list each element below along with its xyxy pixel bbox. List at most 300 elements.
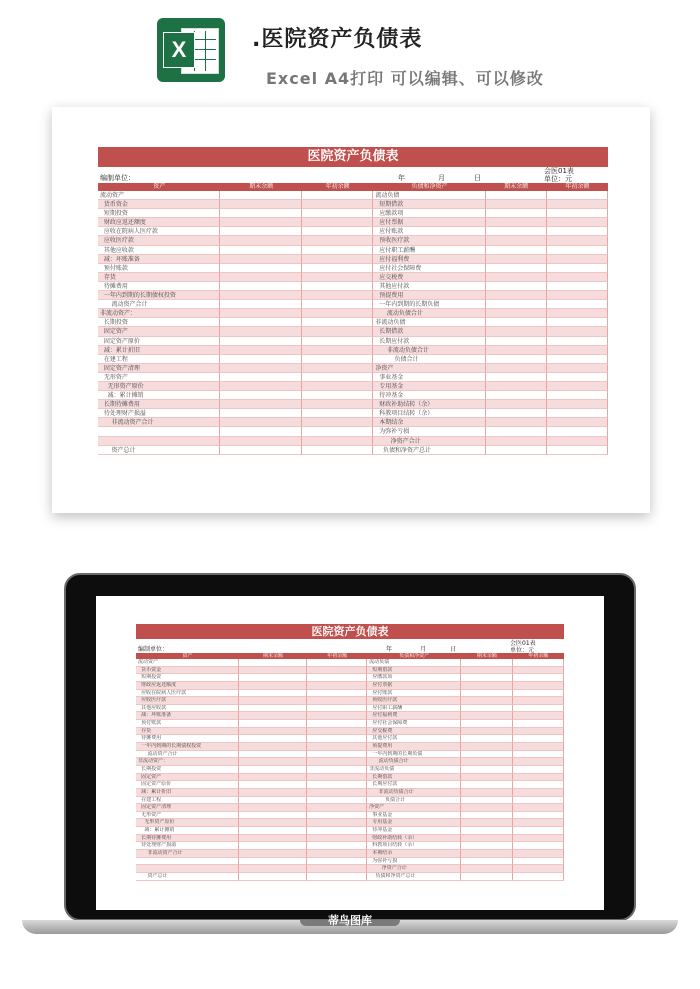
liability-item: 财政补助结转（余） [367,835,461,843]
liability-item: 长期应付款 [373,337,485,346]
asset-item: 资产总计 [98,446,220,455]
liability-item: 应付账款 [373,227,485,236]
asset-begin-balance [302,373,373,382]
liability-end-balance [461,705,512,713]
asset-item: 应收医疗款 [136,697,239,705]
asset-item: 固定资产原价 [136,781,239,789]
liability-item: 专用基金 [367,819,461,827]
table-row [136,674,564,682]
liability-begin-balance [513,781,564,789]
asset-end-balance [220,246,302,255]
liability-end-balance [461,865,512,873]
asset-item: 预付账款 [136,720,239,728]
asset-end-balance [220,437,302,446]
liability-begin-balance [513,682,564,690]
asset-item: 应收医疗款 [98,236,220,245]
excel-x-badge: X [163,32,195,68]
asset-end-balance [239,812,307,820]
liability-end-balance [461,743,512,751]
asset-item: 待摊费用 [98,282,220,291]
liability-item: 其他应付款 [367,735,461,743]
liability-item: 净资产 [373,364,485,373]
table-row [98,218,608,227]
table-row [136,720,564,728]
asset-end-balance [220,264,302,273]
liability-begin-balance [547,291,608,300]
table-row [136,797,564,805]
liability-item: 非流动负债合计 [367,789,461,797]
asset-end-balance [220,255,302,264]
liability-end-balance [461,751,512,759]
liability-item: 为弥补亏损 [373,427,485,436]
asset-item [136,865,239,873]
table-row [98,246,608,255]
table-row [136,743,564,751]
liability-begin-balance [547,400,608,409]
asset-begin-balance [307,873,367,881]
table-row [136,774,564,782]
asset-begin-balance [302,264,373,273]
table-row [136,804,564,812]
liability-begin-balance [547,264,608,273]
liability-end-balance [486,382,547,391]
table-row [98,400,608,409]
liability-begin-balance [547,346,608,355]
asset-begin-balance [302,291,373,300]
liability-item: 预提费用 [367,743,461,751]
liability-begin-balance [547,218,608,227]
liability-begin-balance [513,873,564,881]
page-title: .医院资产负债表 [252,27,423,52]
asset-end-balance [239,827,307,835]
liability-begin-balance [513,812,564,820]
liability-begin-balance [547,273,608,282]
asset-item: 长期待摊费用 [98,400,220,409]
liability-begin-balance [513,751,564,759]
col-header-assets-small: 资产 [182,653,193,659]
liability-item: 应付福利费 [373,255,485,264]
excel-logo-icon [157,18,225,82]
table-row [136,789,564,797]
liability-item: 应交税费 [367,728,461,736]
liability-item: 短期借款 [373,200,485,209]
liability-item: 待冲基金 [373,391,485,400]
asset-item: 固定资产 [136,774,239,782]
liability-begin-balance [547,246,608,255]
table-row [136,873,564,881]
liability-item: 负债和净资产总计 [373,446,485,455]
liability-end-balance [486,246,547,255]
table-row [98,236,608,245]
table-row [136,667,564,675]
col-header-end-balance-2: 期末余额 [504,183,529,190]
asset-item: 非流动资产合计 [98,418,220,427]
table-row [98,337,608,346]
liability-end-balance [461,720,512,728]
liability-end-balance [486,337,547,346]
liability-item: 短期借款 [367,667,461,675]
asset-begin-balance [307,743,367,751]
liability-begin-balance [513,705,564,713]
liability-end-balance [461,766,512,774]
asset-begin-balance [307,774,367,782]
liability-end-balance [461,873,512,881]
liability-begin-balance [547,355,608,364]
asset-item: 存货 [98,273,220,282]
asset-end-balance [239,705,307,713]
liability-begin-balance [513,797,564,805]
table-row [98,300,608,309]
asset-begin-balance [307,751,367,759]
liability-item: 为弥补亏损 [367,858,461,866]
liability-item: 流动负债 [367,659,461,667]
asset-item: 待摊费用 [136,735,239,743]
table-row [136,712,564,720]
liability-item: 长期借款 [373,327,485,336]
asset-item: 货币资金 [136,667,239,675]
asset-begin-balance [302,255,373,264]
liability-begin-balance [547,309,608,318]
liability-begin-balance [513,674,564,682]
liability-end-balance [486,273,547,282]
liability-end-balance [486,446,547,455]
asset-begin-balance [307,858,367,866]
asset-begin-balance [302,382,373,391]
year-label: 年 [398,174,405,182]
liability-begin-balance [547,209,608,218]
table-row [98,209,608,218]
asset-item: 财政应返还额度 [98,218,220,227]
asset-end-balance [239,766,307,774]
liability-item: 应付账款 [367,690,461,698]
liability-end-balance [486,255,547,264]
asset-end-balance [220,446,302,455]
asset-begin-balance [302,355,373,364]
table-row [98,291,608,300]
asset-begin-balance [302,273,373,282]
balance-sheet-small [136,624,564,881]
table-row [98,373,608,382]
asset-end-balance [239,674,307,682]
asset-begin-balance [302,391,373,400]
liability-item: 专用基金 [373,382,485,391]
table-row [98,327,608,336]
asset-end-balance [239,850,307,858]
table-row [98,200,608,209]
asset-begin-balance [307,690,367,698]
asset-begin-balance [302,246,373,255]
asset-end-balance [239,712,307,720]
liability-item: 净资产合计 [373,437,485,446]
liability-end-balance [486,327,547,336]
table-row [136,850,564,858]
table-row [136,819,564,827]
liability-begin-balance [513,667,564,675]
liability-item: 待冲基金 [367,827,461,835]
liability-end-balance [486,318,547,327]
asset-end-balance [239,697,307,705]
asset-begin-balance [307,674,367,682]
liability-end-balance [461,804,512,812]
asset-begin-balance [302,300,373,309]
table-row [136,858,564,866]
liability-end-balance [486,355,547,364]
asset-item: 减：坏账准备 [136,712,239,720]
asset-end-balance [239,819,307,827]
currency-unit: 单位：元 [544,175,572,183]
liability-begin-balance [513,712,564,720]
asset-item [136,858,239,866]
liability-begin-balance [547,337,608,346]
asset-item: 无形资产原价 [136,819,239,827]
month-label: 月 [438,174,445,182]
liability-item: 流动负债合计 [367,758,461,766]
asset-end-balance [220,318,302,327]
liability-end-balance [461,797,512,805]
liability-end-balance [486,300,547,309]
liability-end-balance [486,236,547,245]
asset-item: 应收在院病人医疗款 [136,690,239,698]
asset-begin-balance [302,446,373,455]
asset-begin-balance [307,812,367,820]
liability-item: 应付职工薪酬 [373,246,485,255]
asset-begin-balance [302,327,373,336]
laptop-brand-label: 蒂鸟图库 [328,914,372,927]
liability-end-balance [461,781,512,789]
table-row [136,690,564,698]
asset-end-balance [239,728,307,736]
asset-item: 待处理财产损溢 [98,409,220,418]
table-row [98,355,608,364]
liability-begin-balance [513,735,564,743]
liability-item: 一年内到期的长期负债 [373,300,485,309]
liability-begin-balance [547,382,608,391]
asset-end-balance [239,743,307,751]
asset-item [98,437,220,446]
asset-end-balance [239,774,307,782]
liability-end-balance [461,812,512,820]
table-row [136,865,564,873]
column-header-row [98,183,608,191]
asset-begin-balance [302,337,373,346]
table-row [136,835,564,843]
asset-end-balance [220,227,302,236]
liability-item: 负债合计 [373,355,485,364]
liability-begin-balance [513,659,564,667]
liability-begin-balance [547,446,608,455]
liability-begin-balance [513,728,564,736]
asset-begin-balance [307,705,367,713]
table-row [98,418,608,427]
year-label-small: 年 [386,646,393,653]
liability-item: 预收医疗款 [367,697,461,705]
month-label-small: 月 [420,646,427,653]
liability-end-balance [461,690,512,698]
liability-end-balance [461,667,512,675]
sheet-title: 医院资产负债表 [98,147,608,167]
asset-item: 在建工程 [136,797,239,805]
asset-begin-balance [307,735,367,743]
page-subtitle: Excel A4打印 可以编辑、可以修改 [266,69,544,88]
liability-end-balance [461,827,512,835]
form-number-small: 会医01表 [510,640,536,647]
asset-begin-balance [307,667,367,675]
table-row [136,751,564,759]
liability-begin-balance [513,690,564,698]
asset-begin-balance [307,789,367,797]
asset-end-balance [239,804,307,812]
liability-end-balance [486,264,547,273]
currency-unit-small: 单位：元 [510,647,535,654]
asset-item: 存货 [136,728,239,736]
liability-begin-balance [547,437,608,446]
liability-begin-balance [547,327,608,336]
asset-item: 减：累计摊销 [98,391,220,400]
asset-end-balance [220,200,302,209]
col-header-begin-balance-small: 年初余额 [327,653,348,659]
asset-begin-balance [307,758,367,766]
asset-begin-balance [302,346,373,355]
asset-item: 待处理财产损溢 [136,842,239,850]
liability-begin-balance [547,318,608,327]
liability-item: 本期结余 [373,418,485,427]
liability-begin-balance [547,200,608,209]
sheet-meta-small [136,639,564,653]
asset-end-balance [220,236,302,245]
table-row [98,427,608,436]
asset-end-balance [220,337,302,346]
table-row [98,318,608,327]
liability-item: 本期结余 [367,850,461,858]
asset-item: 固定资产清理 [136,804,239,812]
liability-item: 其他应付款 [373,282,485,291]
asset-begin-balance [307,842,367,850]
liability-begin-balance [513,842,564,850]
liability-end-balance [486,437,547,446]
liability-item: 应付职工薪酬 [367,705,461,713]
asset-begin-balance [302,218,373,227]
liability-end-balance [486,400,547,409]
liability-end-balance [461,789,512,797]
asset-begin-balance [302,364,373,373]
liability-end-balance [461,697,512,705]
sheet-preview-paper [52,107,650,513]
asset-end-balance [220,291,302,300]
form-number: 会医01表 [544,167,574,175]
asset-end-balance [239,797,307,805]
liability-end-balance [461,674,512,682]
liability-end-balance [461,858,512,866]
liability-begin-balance [547,236,608,245]
liability-end-balance [486,364,547,373]
liability-end-balance [461,774,512,782]
table-row [98,227,608,236]
asset-end-balance [239,835,307,843]
liability-item: 长期应付款 [367,781,461,789]
liability-item: 净资产 [367,804,461,812]
liability-begin-balance [547,255,608,264]
asset-end-balance [239,720,307,728]
asset-end-balance [220,427,302,436]
liability-begin-balance [513,865,564,873]
liability-begin-balance [513,743,564,751]
asset-end-balance [239,751,307,759]
liability-end-balance [486,291,547,300]
col-header-begin-balance-2: 年初余额 [565,183,590,190]
liability-item: 科教项目结转（余） [373,409,485,418]
asset-item: 流动资产 [98,191,220,200]
liability-begin-balance [513,789,564,797]
asset-begin-balance [302,437,373,446]
asset-begin-balance [302,191,373,200]
table-row [98,364,608,373]
liability-begin-balance [513,774,564,782]
liability-begin-balance [513,827,564,835]
table-row [136,812,564,820]
asset-begin-balance [307,728,367,736]
liability-item: 非流动负债 [367,766,461,774]
liability-end-balance [486,346,547,355]
liability-end-balance [486,227,547,236]
liability-end-balance [461,842,512,850]
asset-item: 其他应收款 [136,705,239,713]
table-row [136,842,564,850]
asset-end-balance [220,409,302,418]
liability-end-balance [486,218,547,227]
asset-end-balance [220,364,302,373]
liability-item: 非流动负债合计 [373,346,485,355]
asset-end-balance [220,191,302,200]
asset-item: 在建工程 [98,355,220,364]
asset-begin-balance [307,850,367,858]
asset-item: 非流动资产合计 [136,850,239,858]
liability-item: 预收医疗款 [373,236,485,245]
liability-item: 应付福利费 [367,712,461,720]
liability-item: 非流动负债 [373,318,485,327]
liability-end-balance [461,728,512,736]
asset-end-balance [239,865,307,873]
liability-item: 负债和净资产总计 [367,873,461,881]
liability-begin-balance [513,720,564,728]
liability-end-balance [486,209,547,218]
asset-end-balance [239,659,307,667]
table-row [136,697,564,705]
liability-end-balance [486,200,547,209]
liability-item: 应缴款项 [367,674,461,682]
asset-item: 非流动资产： [98,309,220,318]
asset-begin-balance [307,697,367,705]
liability-item: 应付社会保障费 [373,264,485,273]
liability-item: 事业基金 [367,812,461,820]
table-row [98,382,608,391]
liability-end-balance [461,735,512,743]
day-label: 日 [474,174,481,182]
liability-end-balance [486,391,547,400]
liability-begin-balance [513,850,564,858]
liability-begin-balance [547,364,608,373]
asset-end-balance [239,873,307,881]
asset-end-balance [239,842,307,850]
asset-end-balance [220,309,302,318]
liability-end-balance [486,427,547,436]
asset-end-balance [239,682,307,690]
liability-end-balance [486,409,547,418]
liability-item: 净资产合计 [367,865,461,873]
asset-begin-balance [302,282,373,291]
liability-item: 事业基金 [373,373,485,382]
liability-begin-balance [547,282,608,291]
unit-label: 编制单位： [100,174,135,182]
